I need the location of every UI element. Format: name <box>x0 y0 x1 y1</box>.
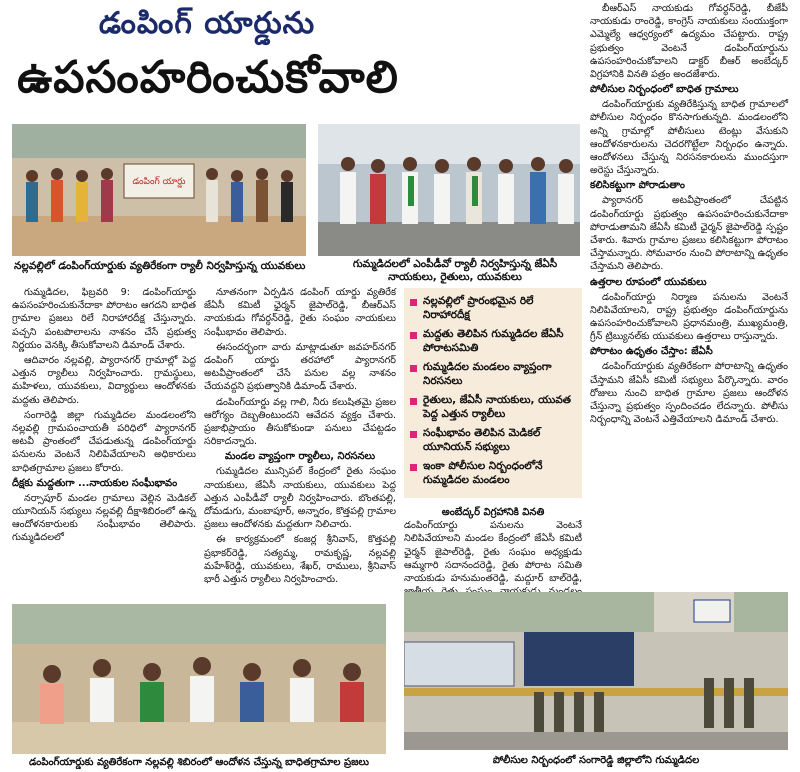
bullet-icon <box>410 365 417 372</box>
col1-subheading: దీక్షకు మద్దతుగా ...నాయకుల సంఘీభావం <box>12 477 178 489</box>
caption-top-right: గుమ్మడిదలలో ఎంపీడీవో ర్యాలీ నిర్వహిస్తున్న జేఏసీ నాయకులు, రైతులు, యువకులు <box>352 258 558 283</box>
col4-subheading-2: కలిసికట్టుగా పోరాడుతాం <box>590 180 685 192</box>
bullet-icon <box>410 464 417 471</box>
col2-subheading: మండల వ్యాప్తంగా ర్యాలీలు, నిరసనలు <box>224 451 376 463</box>
col4-para-1: బీఆర్ఎస్ నాయకుడు గోవర్ధన్‌రెడ్డి, బీజేపీ నాయకుడు రాంరెడ్డి, కాంగ్రెస్ నాయకులు సంయుక్తంగా ఎమ్మెల్యే ఆధ్వర్యంలో ఉద్యమం చేపట్టారు. రాష్ట్ర ప్రభుత్వం వెంటనే డంపింగ్‌యార్డును ఉపసంహరించుకోవాలని డాక్టర్ బీఆర్ అంబేద్కర్ విగ్రహానికి వినతి పత్రం అందజేశారు. <box>590 3 788 81</box>
svg-text:డంపింగ్ యార్డు: డంపింగ్ యార్డు <box>132 177 186 187</box>
highlight-text: నల్లవల్లిలో ప్రారంభమైన రిలే నిరాహారదీక్ష <box>423 295 534 321</box>
article-kicker: డంపింగ్ యార్డును <box>98 6 316 41</box>
highlight-item <box>410 393 576 421</box>
petition-body: డంపింగ్‌యార్డు పనులను వెంటనే నిలిపివేయాలని మండల కేంద్రంలో జేఏసీ కమిటీ ఛైర్మన్ జైపాల్‌రెడ్డి, రైతు సంఘం అధ్యక్షుడు ఆమ్మగారి సదానందరెడ్డి, రైతు పోరాట సమితి నాయకుడు హనుమంతరెడ్డి, మద్దూర్ బాల్‌రెడ్డి, <box>404 520 582 585</box>
photo-police-deployment <box>404 592 788 750</box>
col4-para-2: డంపింగ్‌యార్డుకు వ్యతిరేకిస్తున్న బాధిత గ్రామాలలో పోలీసుల నిర్బంధం కొనసాగుతున్నది. మండలంలోని అన్ని గ్రామాల్లో పోలీసులు టెంట్లు వేసుకుని ఆందోళనకారులను చెదరగొట్టేలా నిర్బంధం ఉన్నారు. ఆందోళనలు చేస్తున్న నిరసనకారులను ముందస్తుగా అరెస్టు చేస్తున్నారు. <box>590 99 788 177</box>
highlight-item <box>410 426 576 454</box>
bullet-icon <box>410 398 417 405</box>
col2-para-3: డంపింగ్‌యార్డు వల్ల గాలి, నీరు కలుషితమై ప్రజల ఆరోగ్యం దెబ్బతింటుందని ఆవేదన వ్యక్తం చేశారు. ప్రజాభిప్రాయం తీసుకోకుండా పనులు చేపట్టడం సరికాదన్నారు. <box>204 396 396 448</box>
highlight-text: ఇంకా పోలీసుల నిర్బంధంలోనే గుమ్మడిదల మండలం <box>423 460 543 486</box>
col2-para-5: ఈ కార్యక్రమంలో కంజర్ల శ్రీనివాస్, కొత్తపల్లి ప్రభాకర్‌రెడ్డి, సత్యమ్మ, రామకృష్ణ, నల్లవల్లి మహేశ్‌రెడ్డి, యువకులు, శేఖర్, రాములు, శ్రీనివాస్ భారీ ఎత్తున ర్యాలీలు నిర్వహించారు. <box>204 534 396 586</box>
highlight-text: మద్దతు తెలిపిన గుమ్మడిదల జేఏసీ పోరాటసమితి <box>423 328 564 354</box>
col4-subheading-4: పోరాటం ఉధృతం చేస్తాం: జేఏసీ <box>590 346 713 358</box>
highlight-text: గుమ్మడిదల మండలం వ్యాప్తంగా నిరసనలు <box>423 361 552 387</box>
col2-para-1: నూతనంగా ఏర్పడిన డంపింగ్ యార్డు వ్యతిరేక జేఏసీ కమిటీ ఛైర్మన్ జైపాల్‌రెడ్డి, బీఆర్ఎస్ నాయకుడు గోవర్ధన్‌రెడ్డి, రైతు సంఘం నాయకులు సంఘీభావం తెలిపారు. <box>204 287 396 338</box>
photo-rally-gummadidala <box>318 124 580 256</box>
col1-para-3: సంగారెడ్డి జిల్లా గుమ్మడిదల మండలంలోని నల్లవల్లి గ్రామపంచాయతీ పరిధిలో ప్యారానగర్ అటవీ ప్రాంతంలో చేపడుతున్న డంపింగ్‌యార్డు పనులను వెంటనే నిలిపివేయాలని అధికారులు బాధితగ్రామాల ప్రజలు కోరారు. <box>12 409 196 474</box>
highlight-item <box>410 327 576 355</box>
col1-para-4: నర్సాపూర్ మండల గ్రామాలు వెల్లిన మెడికల్ యూనియన్ సభ్యులు నల్లవల్లి దీక్షాశిబిరంలో ఉన్న ఆందోళనకారులకు సంఘీభావం తెలిపారు. గుమ్మడిదలలో <box>12 492 196 544</box>
highlight-item <box>410 360 576 388</box>
photo-rally-nallavalli <box>12 124 306 256</box>
rally-photo-illustration <box>12 124 306 256</box>
col1-para-2: ఆదివారం నల్లవల్లి, ప్యారానగర్ గ్రామాల్లో పెద్ద ఎత్తున ర్యాలీలు నిర్వహించారు. గ్రామస్థులు, మహిళలు, యువకులు, విద్యార్థులు ఆందోళనకు మద్దతు తెలిపారు. <box>12 355 196 406</box>
col2-para-2: ఈసందర్భంగా వారు మాట్లాడుతూ జవహర్‌నగర్ డంపింగ్ యార్డు తరహాలో ప్యారానగర్ అటవీప్రాంతంలో చేసే పనుల వల్ల నాశనం చేయవద్దని ప్రభుత్వానికి డిమాండ్ చేశారు. <box>204 341 396 393</box>
rally-photo-illustration-2 <box>318 124 580 256</box>
highlights-box <box>404 288 582 498</box>
article-column-2 <box>204 286 396 588</box>
col1-para-1: గుమ్మడిదల, ఫిబ్రవరి 9: డంపింగ్‌యార్డు ఉపసంహరించుకునేదాకా పోరాటం ఆగదని బాధిత గ్రామాల ప్రజలు రిలే నిరాహారదీక్ష చేస్తున్నారు. పచ్చని పంటపొలాలను నాశనం చేసే ప్రభుత్వ నిర్ణయం వెనక్కి తీసుకోవాలని డిమాండ్ చేశారు. <box>12 287 196 351</box>
highlight-item <box>410 294 576 322</box>
caption-top-left: నల్లవల్లిలో డంపింగ్‌యార్డుకు వ్యతిరేకంగా ర్యాలీ నిర్వహిస్తున్న యువకులు <box>14 260 306 272</box>
col4-para-3: ప్యారానగర్ అటవీప్రాంతంలో చేపట్టిన డంపింగ్‌యార్డు ప్రభుత్వం ఉపసంహరించుకునేదాకా పోరాడుతామని జేఏసీ కమిటీ ఛైర్మన్ జైపాల్‌రెడ్డి స్పష్టం చేశారు. శివారు గ్రామాల ప్రజలు కలిసికట్టుగా పోరాటం చేస్తామన్నారు. సోమవారం నుంచి పోరాటాన్ని ఉధృతం చేస్తామని తెలిపారు. <box>590 195 788 273</box>
highlight-text: సంఘీభావం తెలిపిన మెడికల్ యూనియన్ సభ్యులు <box>423 427 541 453</box>
article-column-1 <box>12 286 196 547</box>
col4-subheading-1: పోలీసుల నిర్బంధంలో బాధిత గ్రామాలు <box>590 84 739 96</box>
caption-bottom-right: పోలీసుల నిర్బంధంలో సంగారెడ్డి జిల్లాలోని గుమ్మడిదల <box>492 755 700 766</box>
bullet-icon <box>410 299 417 306</box>
caption-bottom-left: డంపింగ్‌యార్డుకు వ్యతిరేకంగా నల్లవల్లి శిబిరంలో ఆందోళన చేస్తున్న బాధితగ్రామాల ప్రజలు <box>29 757 369 768</box>
photo-protest-camp <box>12 604 386 754</box>
article-headline: ఉపసంహరించుకోవాలి <box>17 52 399 103</box>
police-deployment-illustration <box>404 592 788 750</box>
bullet-icon <box>410 431 417 438</box>
bullet-icon <box>410 332 417 339</box>
col4-subheading-3: ఉత్తరాల రూపంలో యువకులు <box>590 276 707 288</box>
col4-para-5: డంపింగ్‌యార్డుకు వ్యతిరేకంగా పోరాటాన్ని ఉధృతం చేస్తామని జేఏసీ కమిటీ సభ్యులు పేర్కొన్నారు. వారం రోజులు నుంచి బాధిత గ్రామాల ప్రజలు ఆందోళన చేస్తున్నా ప్రభుత్వం స్పందించడం లేదన్నారు. పోలీసు నిర్బంధాన్ని వెంటనే ఎత్తివేయాలని డిమాండ్ చేశారు. <box>590 361 788 426</box>
protest-camp-illustration <box>12 604 386 754</box>
article-column-4 <box>590 2 788 428</box>
col2-para-4: గుమ్మడిదల మున్సిపల్ కేంద్రంలో రైతు సంఘం నాయకులు, జేఏసీ నాయకులు, యువకులు పెద్ద ఎత్తున ఎంపీడీవో ర్యాలీ నిర్వహించారు. బొంతపల్లి, దోమడుగు, మంబాపూర్, అన్నారం, కొత్తపల్లి గ్రామాల ప్రజలు ఆందోళనకు మద్దతుగా నిలిచారు. <box>204 466 396 531</box>
petition-subheading: అంబేద్కర్ విగ్రహానికి వినతి <box>441 507 545 518</box>
highlight-item <box>410 459 576 487</box>
highlight-text: రైతులు, జేఏసీ నాయకులు, యువత పెద్ద ఎత్తున ర్యాలీలు <box>423 394 571 420</box>
col4-para-4: డంపింగ్‌యార్డు నిర్మాణ పనులను వెంటనే నిలిపివేయాలని, రాష్ట్ర ప్రభుత్వం డంపింగ్‌యార్డును ఉపసంహరించుకోవాలని ప్రధానమంత్రి, ముఖ్యమంత్రి, గ్రీన్ ట్రిబ్యునల్‌కు యువకులు ఉత్తరాలు రాస్తున్నారు. <box>590 291 788 343</box>
